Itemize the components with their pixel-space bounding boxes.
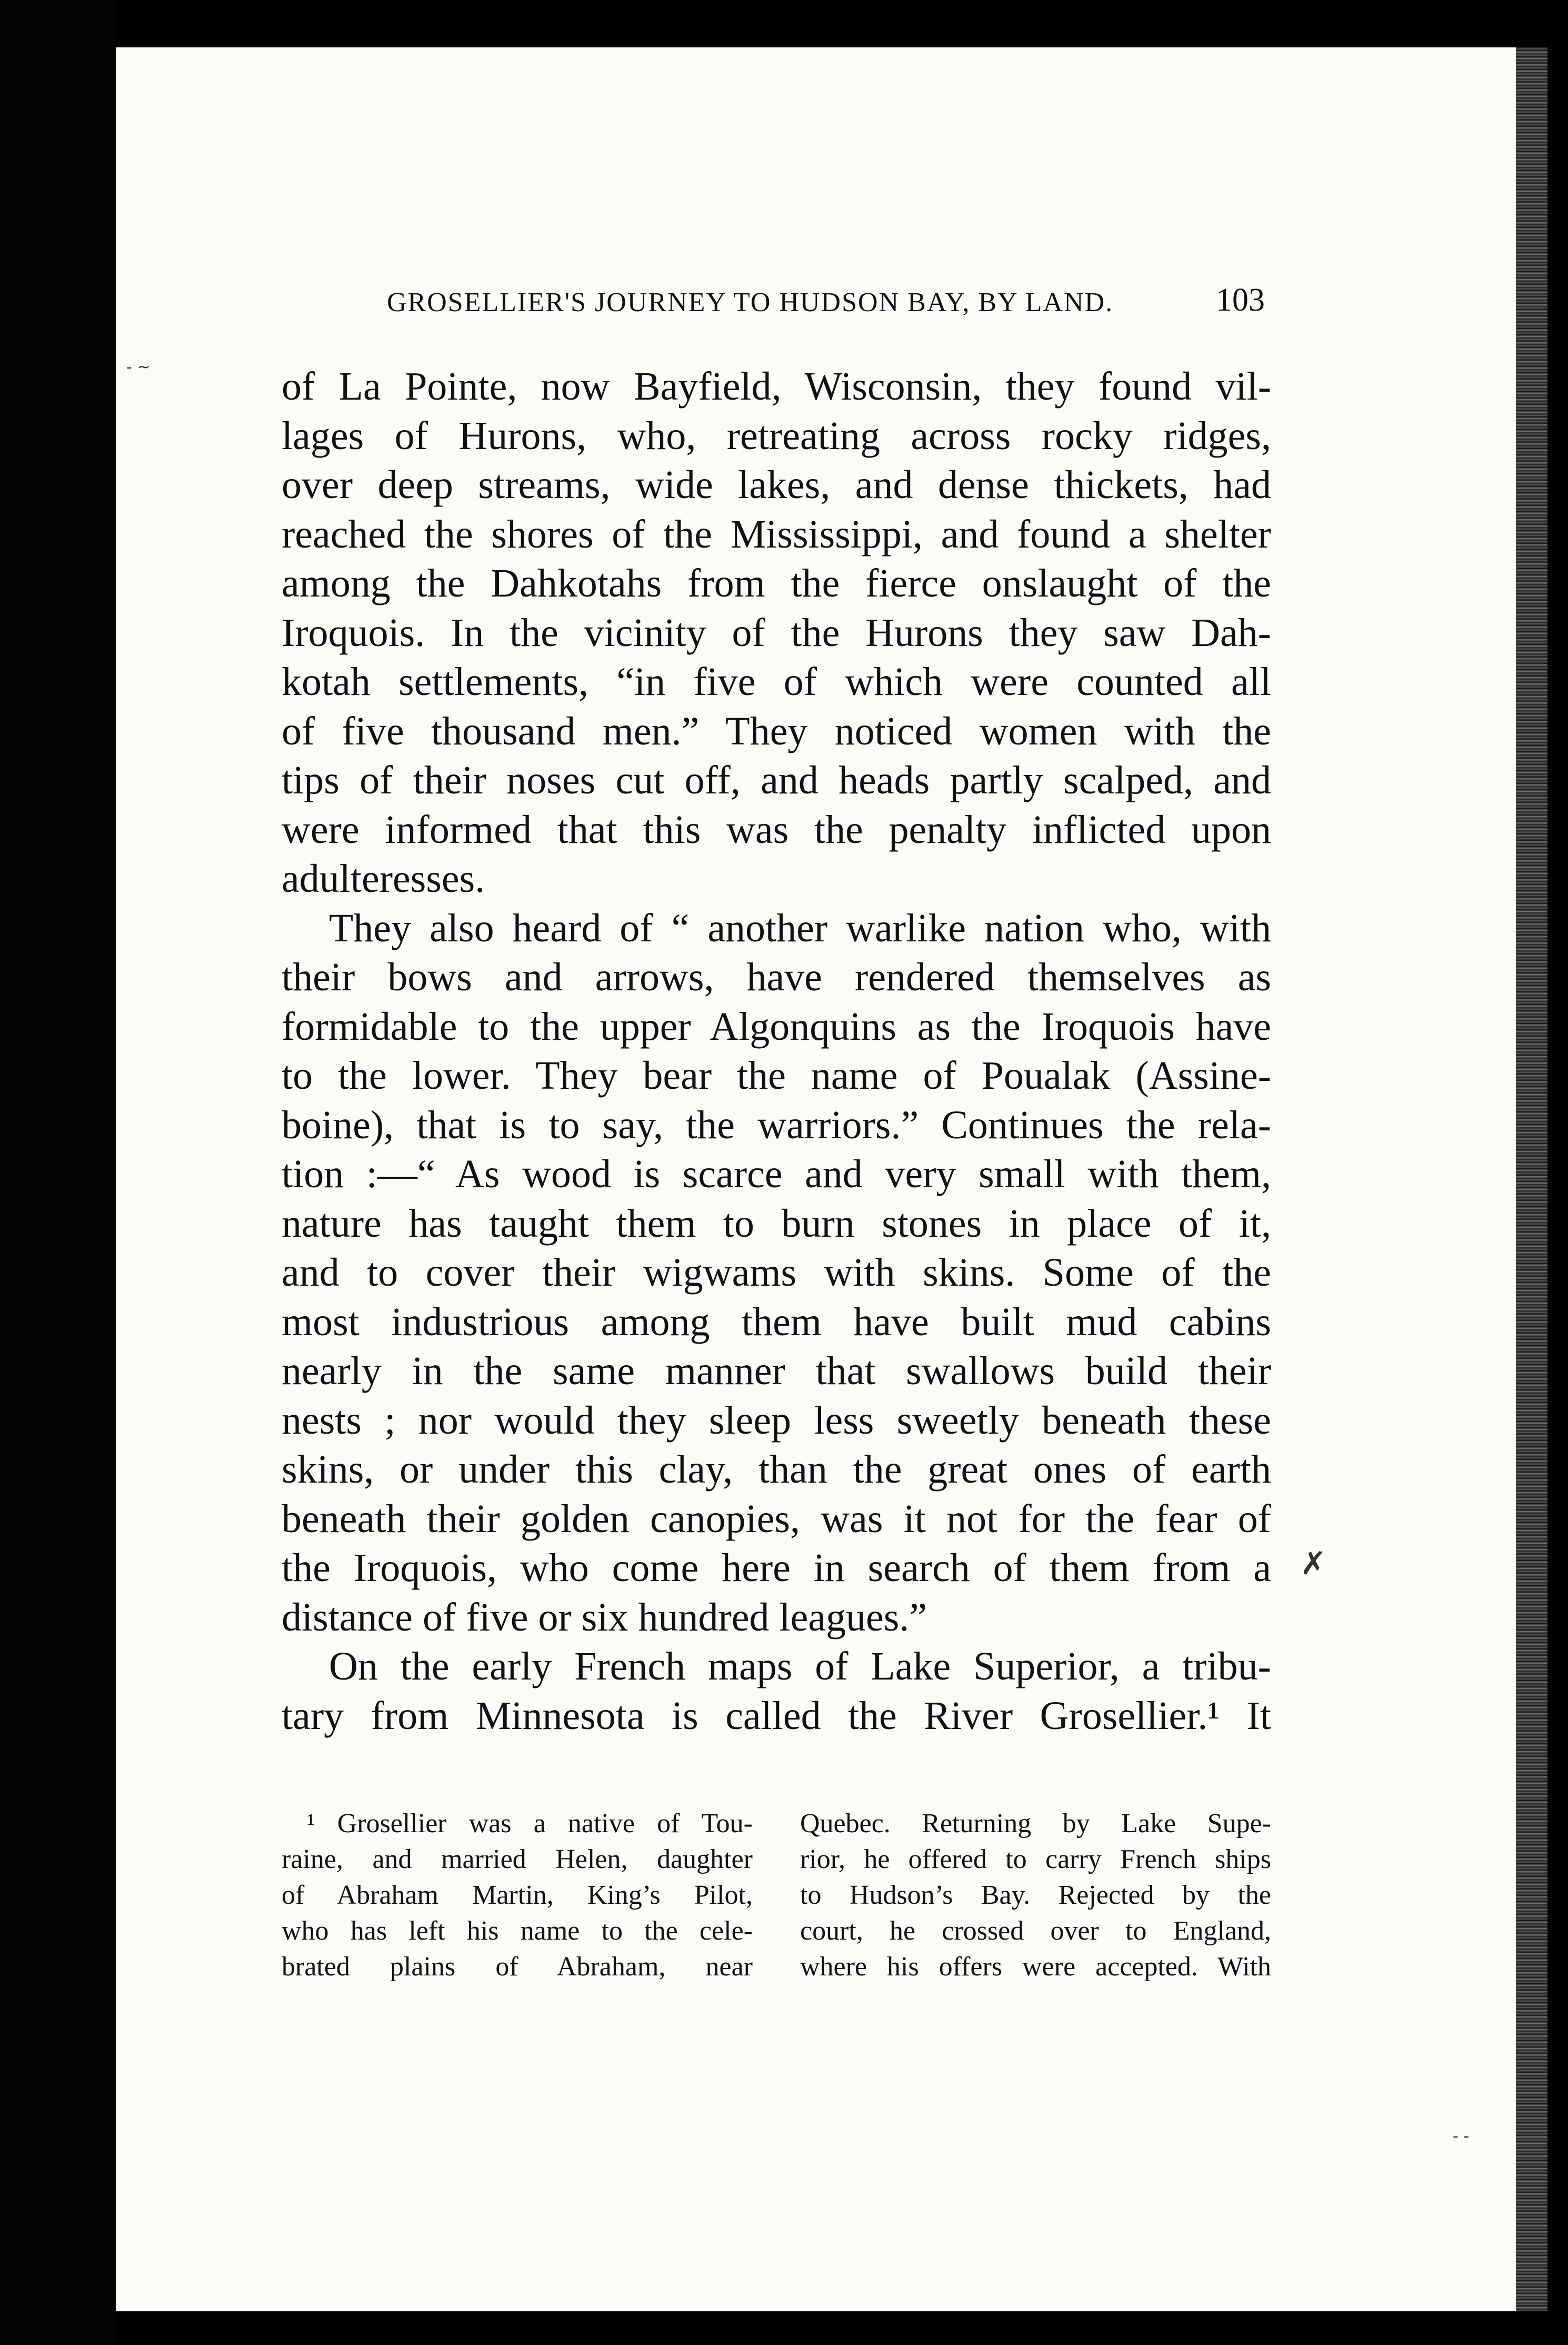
footnote-line: Quebec. Returning by Lake Supe- [800, 1809, 1271, 1839]
footnote-line: where his offers were accepted. With [800, 1952, 1271, 1982]
text-line: nature has taught them to burn stones in place of it, [282, 1201, 1271, 1246]
text-line: of five thousand men.” They noticed women with the [282, 709, 1271, 753]
binding-shadow [0, 0, 116, 2345]
footnote-line: who has left his name to the cele- [282, 1916, 753, 1946]
text-line: to the lower. They bear the name of Poualak (Assine- [282, 1054, 1271, 1098]
footnote [282, 1806, 1271, 1985]
text-line: distance of five or six hundred leagues.” [282, 1595, 927, 1639]
footnote-line: of Abraham Martin, King’s Pilot, [282, 1880, 753, 1910]
footnote-left-column [282, 1806, 753, 1985]
text-line: the Iroquois, who come here in search of them from a [282, 1546, 1271, 1590]
text-line: most industrious among them have built mud cabins [282, 1299, 1271, 1344]
text-line: tion :—“ As wood is scarce and very small with them, [282, 1152, 1271, 1196]
text-line: nearly in the same manner that swallows build their [282, 1349, 1271, 1393]
text-line: tips of their noses cut off, and heads partly scalped, and [282, 758, 1271, 802]
text-line: adulteresses. [282, 857, 485, 901]
text-line: among the Dahkotahs from the fierce onslaught of the [282, 561, 1271, 605]
margin-tick-mark: ✗ [1300, 1545, 1327, 1582]
footnote-line: court, he crossed over to England, [800, 1916, 1271, 1946]
text-line: reached the shores of the Mississippi, and found a shelter [282, 512, 1271, 557]
text-line: lages of Hurons, who, retreating across rocky ridges, [282, 413, 1271, 458]
text-line: They also heard of “ another warlike nation who, with [329, 906, 1271, 950]
text-line: formidable to the upper Algonquins as the Iroquois have [282, 1004, 1271, 1049]
running-head: GROSELLIER'S JOURNEY TO HUDSON BAY, BY LAND. [387, 287, 1114, 317]
text-line: beneath their golden canopies, was it not for the fear of [282, 1496, 1271, 1541]
text-line: were informed that this was the penalty inflicted upon [282, 807, 1271, 852]
page-edge [1516, 47, 1547, 2311]
text-line: nests ; nor would they sleep less sweetly beneath these [282, 1398, 1271, 1443]
text-line: over deep streams, wide lakes, and dense thickets, had [282, 463, 1271, 507]
margin-speck: - - [1453, 2127, 1470, 2145]
footnote-line: raine, and married Helen, daughter [282, 1844, 753, 1874]
text-line: and to cover their wigwams with skins. Some of the [282, 1250, 1271, 1295]
margin-speck: - ~ [126, 358, 151, 376]
text-line: tary from Minnesota is called the River Grosellier.¹ It [282, 1693, 1271, 1738]
footnote-line: ¹ Grosellier was a native of Tou- [307, 1809, 753, 1839]
text-line: Iroquois. In the vicinity of the Hurons they saw Dah- [282, 610, 1271, 655]
page-number: 103 [1216, 282, 1265, 318]
footnote-line: brated plains of Abraham, near [282, 1952, 753, 1982]
body-text [282, 362, 1271, 1741]
text-line: of La Pointe, now Bayfield, Wisconsin, they found vil- [282, 364, 1271, 409]
text-line: boine), that is to say, the warriors.” Continues the rela- [282, 1102, 1271, 1147]
text-line: On the early French maps of Lake Superior, a tribu- [329, 1644, 1271, 1688]
text-line: kotah settlements, “in five of which were counted all [282, 660, 1271, 704]
text-line: skins, or under this clay, than the great ones of earth [282, 1447, 1271, 1492]
footnote-line: rior, he offered to carry French ships [800, 1844, 1271, 1874]
text-line: their bows and arrows, have rendered themselves as [282, 955, 1271, 999]
footnote-right-column [800, 1806, 1271, 1985]
footnote-line: to Hudson’s Bay. Rejected by the [800, 1880, 1271, 1910]
